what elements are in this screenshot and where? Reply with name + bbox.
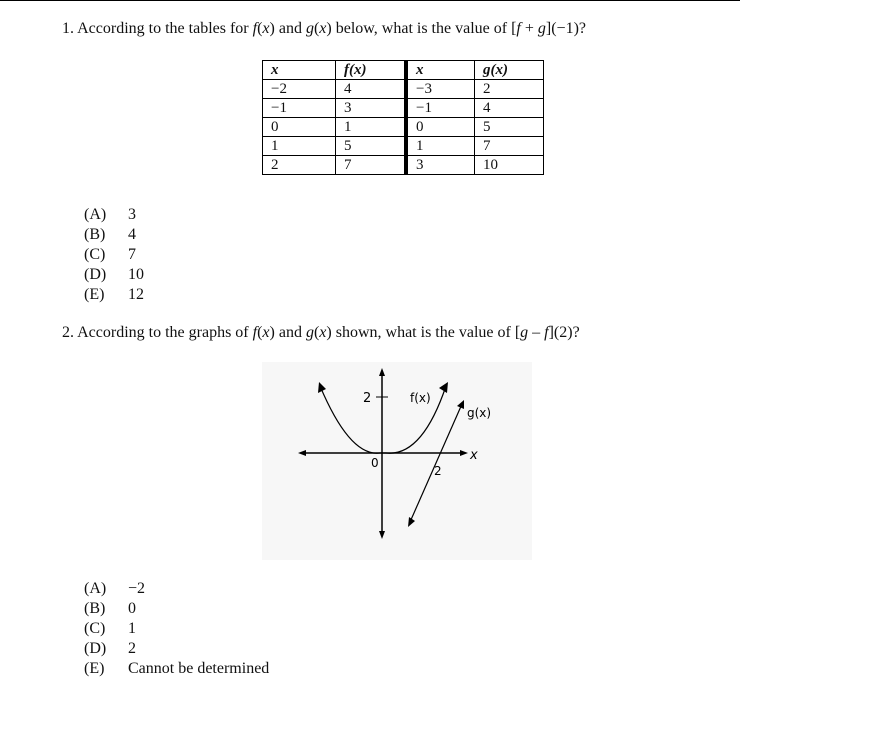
table-row [263,156,544,175]
table-cell: 0 [263,118,336,137]
x-tick-label: 2 [434,464,442,478]
q1-text-part: ( [257,20,263,37]
f-label: f(x) [410,391,431,405]
q2-x-symbol: x [319,324,327,341]
table-cell: 1 [336,118,407,137]
table-cell: 3 [336,99,407,118]
table-cell: 1 [406,137,475,156]
function-graph [262,362,532,560]
y-tick-label: 2 [363,391,372,406]
q2-text-part: ) and [269,324,306,341]
answer-choice[interactable] [84,205,144,225]
table-row [263,137,544,156]
table-cell: −2 [263,80,336,99]
question-2-number: 2. [62,324,74,341]
answer-choice[interactable] [84,599,269,619]
question-2-text [62,324,580,342]
q1-text-part: ) and [269,20,306,37]
choice-value: 3 [128,206,136,223]
table-row [263,80,544,99]
g-label: g(x) [467,406,492,420]
answer-choice[interactable] [84,619,269,639]
choice-value: 1 [128,620,136,637]
q1-g-symbol: g [305,20,314,37]
q1-text-part: ) below, what is the value of [ [326,20,517,37]
choice-value: 7 [128,246,136,263]
answer-choice[interactable] [84,285,144,305]
q2-text-part: According to the graphs of [77,324,253,341]
table-cell: 7 [336,156,407,175]
header-g-of-x: g(x) [475,61,544,80]
q1-text-part: + [520,20,538,37]
table-cell: 2 [475,80,544,99]
q2-g-symbol: g [520,324,529,341]
q1-f-symbol: f [516,20,521,37]
q2-text-part: – [528,324,545,341]
top-rule [0,0,740,1]
choice-value: 4 [128,226,136,243]
choice-value: 0 [128,600,136,617]
choice-label: (E) [84,660,105,677]
table-cell: 10 [475,156,544,175]
choice-value: −2 [128,580,146,597]
q1-text-part: ( [313,20,320,37]
q2-text-part: ](2)? [548,324,580,341]
answer-choice[interactable] [84,639,269,659]
answer-choice[interactable] [84,579,269,599]
choice-label: (A) [84,206,107,223]
table-cell: 4 [475,99,544,118]
q1-x-symbol: x [262,20,270,37]
choice-value: 2 [128,640,136,657]
q2-f-symbol: f [252,324,258,341]
q1-g-symbol: g [537,20,546,37]
q2-text-part: ( [313,324,320,341]
q2-f-symbol: f [544,324,549,341]
table-cell: 1 [263,137,336,156]
table-cell: −1 [406,99,475,118]
choice-label: (C) [84,620,106,637]
table-cell: 0 [406,118,475,137]
q2-x-symbol: x [262,324,270,341]
header-x-g: x [406,61,475,80]
table-cell: 5 [336,137,407,156]
answer-choice[interactable] [84,265,144,285]
table-cell: 2 [263,156,336,175]
question-1-number: 1. [62,20,74,37]
table-row [263,99,544,118]
question-1-choices [84,205,144,305]
question-1-text [62,20,586,38]
function-value-table [262,60,544,175]
table-header-row [263,61,544,80]
choice-value: 10 [128,266,144,283]
x-axis-label: x [470,448,478,463]
choice-label: (E) [84,286,105,303]
origin-label: 0 [371,456,379,470]
answer-choice[interactable] [84,659,269,679]
table-cell: 5 [475,118,544,137]
graph-background [262,362,532,560]
choice-label: (B) [84,226,106,243]
q1-text-part: ](−1)? [545,20,586,37]
choice-label: (D) [84,266,107,283]
q1-text-part: According to the tables for [77,20,253,37]
table-cell: −3 [406,80,475,99]
choice-label: (D) [84,640,107,657]
q2-text-part: ) shown, what is the value of [ [326,324,521,341]
table-cell: 3 [406,156,475,175]
answer-choice[interactable] [84,225,144,245]
answer-choice[interactable] [84,245,144,265]
q1-f-symbol: f [252,20,258,37]
table-cell: 4 [336,80,407,99]
header-f-of-x: f(x) [336,61,407,80]
table-cell: 7 [475,137,544,156]
q2-text-part: ( [257,324,263,341]
table-row [263,118,544,137]
choice-value: Cannot be determined [128,660,270,677]
header-x-f: x [263,61,336,80]
q1-x-symbol: x [319,20,327,37]
q2-g-symbol: g [305,324,314,341]
choice-value: 12 [128,286,144,303]
table-cell: −1 [263,99,336,118]
choice-label: (A) [84,580,107,597]
choice-label: (B) [84,600,106,617]
choice-label: (C) [84,246,106,263]
question-2-choices [84,579,269,679]
